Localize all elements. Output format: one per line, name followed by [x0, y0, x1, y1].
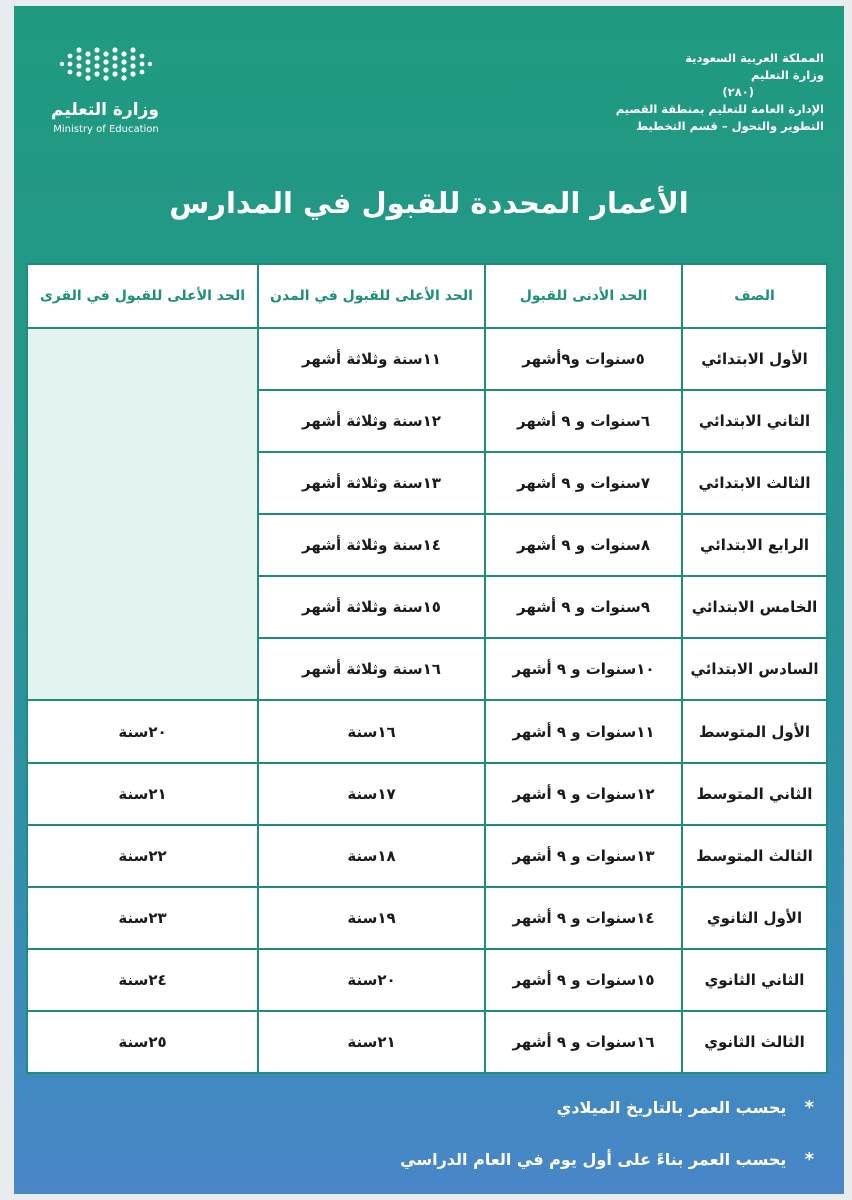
cell-grade: الثاني الثانوي — [682, 949, 827, 1011]
cell-grade: الأول الثانوي — [682, 887, 827, 949]
footnote — [294, 1138, 814, 1190]
letterhead-country: المملكة العربية السعودية — [685, 51, 824, 65]
table-row — [27, 328, 827, 390]
document-page — [14, 6, 844, 1194]
cell-minimum-age: ٨سنوات و ٩ أشهر — [485, 514, 682, 576]
header-maximum-age-villages: الحد الأعلى للقبول في القرى — [27, 264, 258, 328]
cell-maximum-age-cities: ١٦سنة — [258, 700, 485, 762]
table-row — [27, 700, 827, 762]
cell-maximum-age-villages: ٢٤سنة — [27, 949, 258, 1011]
ministry-logo — [42, 44, 172, 144]
table-row — [27, 887, 827, 949]
cell-grade: الثاني الابتدائي — [682, 390, 827, 452]
cell-maximum-age-cities: ١٣سنة وثلاثة أشهر — [258, 452, 485, 514]
cell-grade: الثالث المتوسط — [682, 825, 827, 887]
cell-maximum-age-cities: ١٤سنة وثلاثة أشهر — [258, 514, 485, 576]
cell-grade: الثاني المتوسط — [682, 763, 827, 825]
cell-maximum-age-cities: ١١سنة وثلاثة أشهر — [258, 328, 485, 390]
table-row — [27, 949, 827, 1011]
cell-maximum-age-cities: ١٥سنة وثلاثة أشهر — [258, 576, 485, 638]
footnote-text: يحسب العمر بناءً على أول يوم في العام الدراسي — [400, 1150, 787, 1169]
cell-minimum-age: ١٥سنوات و ٩ أشهر — [485, 949, 682, 1011]
cell-maximum-age-villages: ٢١سنة — [27, 763, 258, 825]
cell-grade: الأول المتوسط — [682, 700, 827, 762]
header-minimum-age: الحد الأدنى للقبول — [485, 264, 682, 328]
logo-dots-icon — [54, 44, 158, 84]
admission-ages-table — [26, 263, 828, 1074]
cell-grade: الأول الابتدائي — [682, 328, 827, 390]
cell-minimum-age: ٥سنوات و٩أشهر — [485, 328, 682, 390]
cell-maximum-age-cities: ١٨سنة — [258, 825, 485, 887]
cell-grade: الرابع الابتدائي — [682, 514, 827, 576]
cell-maximum-age-villages: ٢٢سنة — [27, 825, 258, 887]
cell-minimum-age: ١٦سنوات و ٩ أشهر — [485, 1011, 682, 1073]
header-grade: الصف — [682, 264, 827, 328]
cell-minimum-age: ١٤سنوات و ٩ أشهر — [485, 887, 682, 949]
cell-maximum-age-cities: ١٦سنة وثلاثة أشهر — [258, 638, 485, 700]
cell-grade: الثالث الابتدائي — [682, 452, 827, 514]
asterisk-icon: * — [804, 1097, 814, 1118]
page-title: الأعمار المحددة للقبول في المدارس — [169, 186, 689, 220]
table-row — [27, 1011, 827, 1073]
letterhead-section: التطوير والتحول – قسم التخطيط — [636, 119, 824, 133]
cell-minimum-age: ٦سنوات و ٩ أشهر — [485, 390, 682, 452]
footnote — [294, 1086, 814, 1138]
table-row — [27, 825, 827, 887]
header-maximum-age-cities: الحد الأعلى للقبول في المدن — [258, 264, 485, 328]
logo-english-name: Ministry of Education — [53, 124, 159, 135]
table-row — [27, 763, 827, 825]
cell-maximum-age-cities: ٢٠سنة — [258, 949, 485, 1011]
cell-maximum-age-cities: ٢١سنة — [258, 1011, 485, 1073]
cell-minimum-age: ١١سنوات و ٩ أشهر — [485, 700, 682, 762]
cell-minimum-age: ٩سنوات و ٩ أشهر — [485, 576, 682, 638]
letterhead — [584, 50, 824, 135]
logo-arabic-name: وزارة التعليم — [51, 100, 159, 120]
cell-maximum-age-villages: ٢٥سنة — [27, 1011, 258, 1073]
cell-minimum-age: ١٢سنوات و ٩ أشهر — [485, 763, 682, 825]
cell-maximum-age-villages-merged — [27, 328, 258, 700]
cell-maximum-age-cities: ١٧سنة — [258, 763, 485, 825]
letterhead-number: (٢٨٠) — [722, 85, 754, 99]
cell-minimum-age: ١٣سنوات و ٩ أشهر — [485, 825, 682, 887]
cell-grade: السادس الابتدائي — [682, 638, 827, 700]
letterhead-ministry: وزارة التعليم — [751, 68, 824, 82]
cell-maximum-age-villages: ٢٣سنة — [27, 887, 258, 949]
cell-grade: الثالث الثانوي — [682, 1011, 827, 1073]
cell-grade: الخامس الابتدائي — [682, 576, 827, 638]
cell-maximum-age-cities: ١٢سنة وثلاثة أشهر — [258, 390, 485, 452]
footnotes — [294, 1086, 814, 1190]
asterisk-icon: * — [804, 1149, 814, 1170]
table-header-row — [27, 264, 827, 328]
letterhead-department: الإدارة العامة للتعليم بمنطقة القصيم — [615, 102, 824, 116]
cell-minimum-age: ١٠سنوات و ٩ أشهر — [485, 638, 682, 700]
cell-maximum-age-cities: ١٩سنة — [258, 887, 485, 949]
cell-maximum-age-villages: ٢٠سنة — [27, 700, 258, 762]
cell-minimum-age: ٧سنوات و ٩ أشهر — [485, 452, 682, 514]
footnote-text: يحسب العمر بالتاريخ الميلادي — [556, 1098, 787, 1117]
